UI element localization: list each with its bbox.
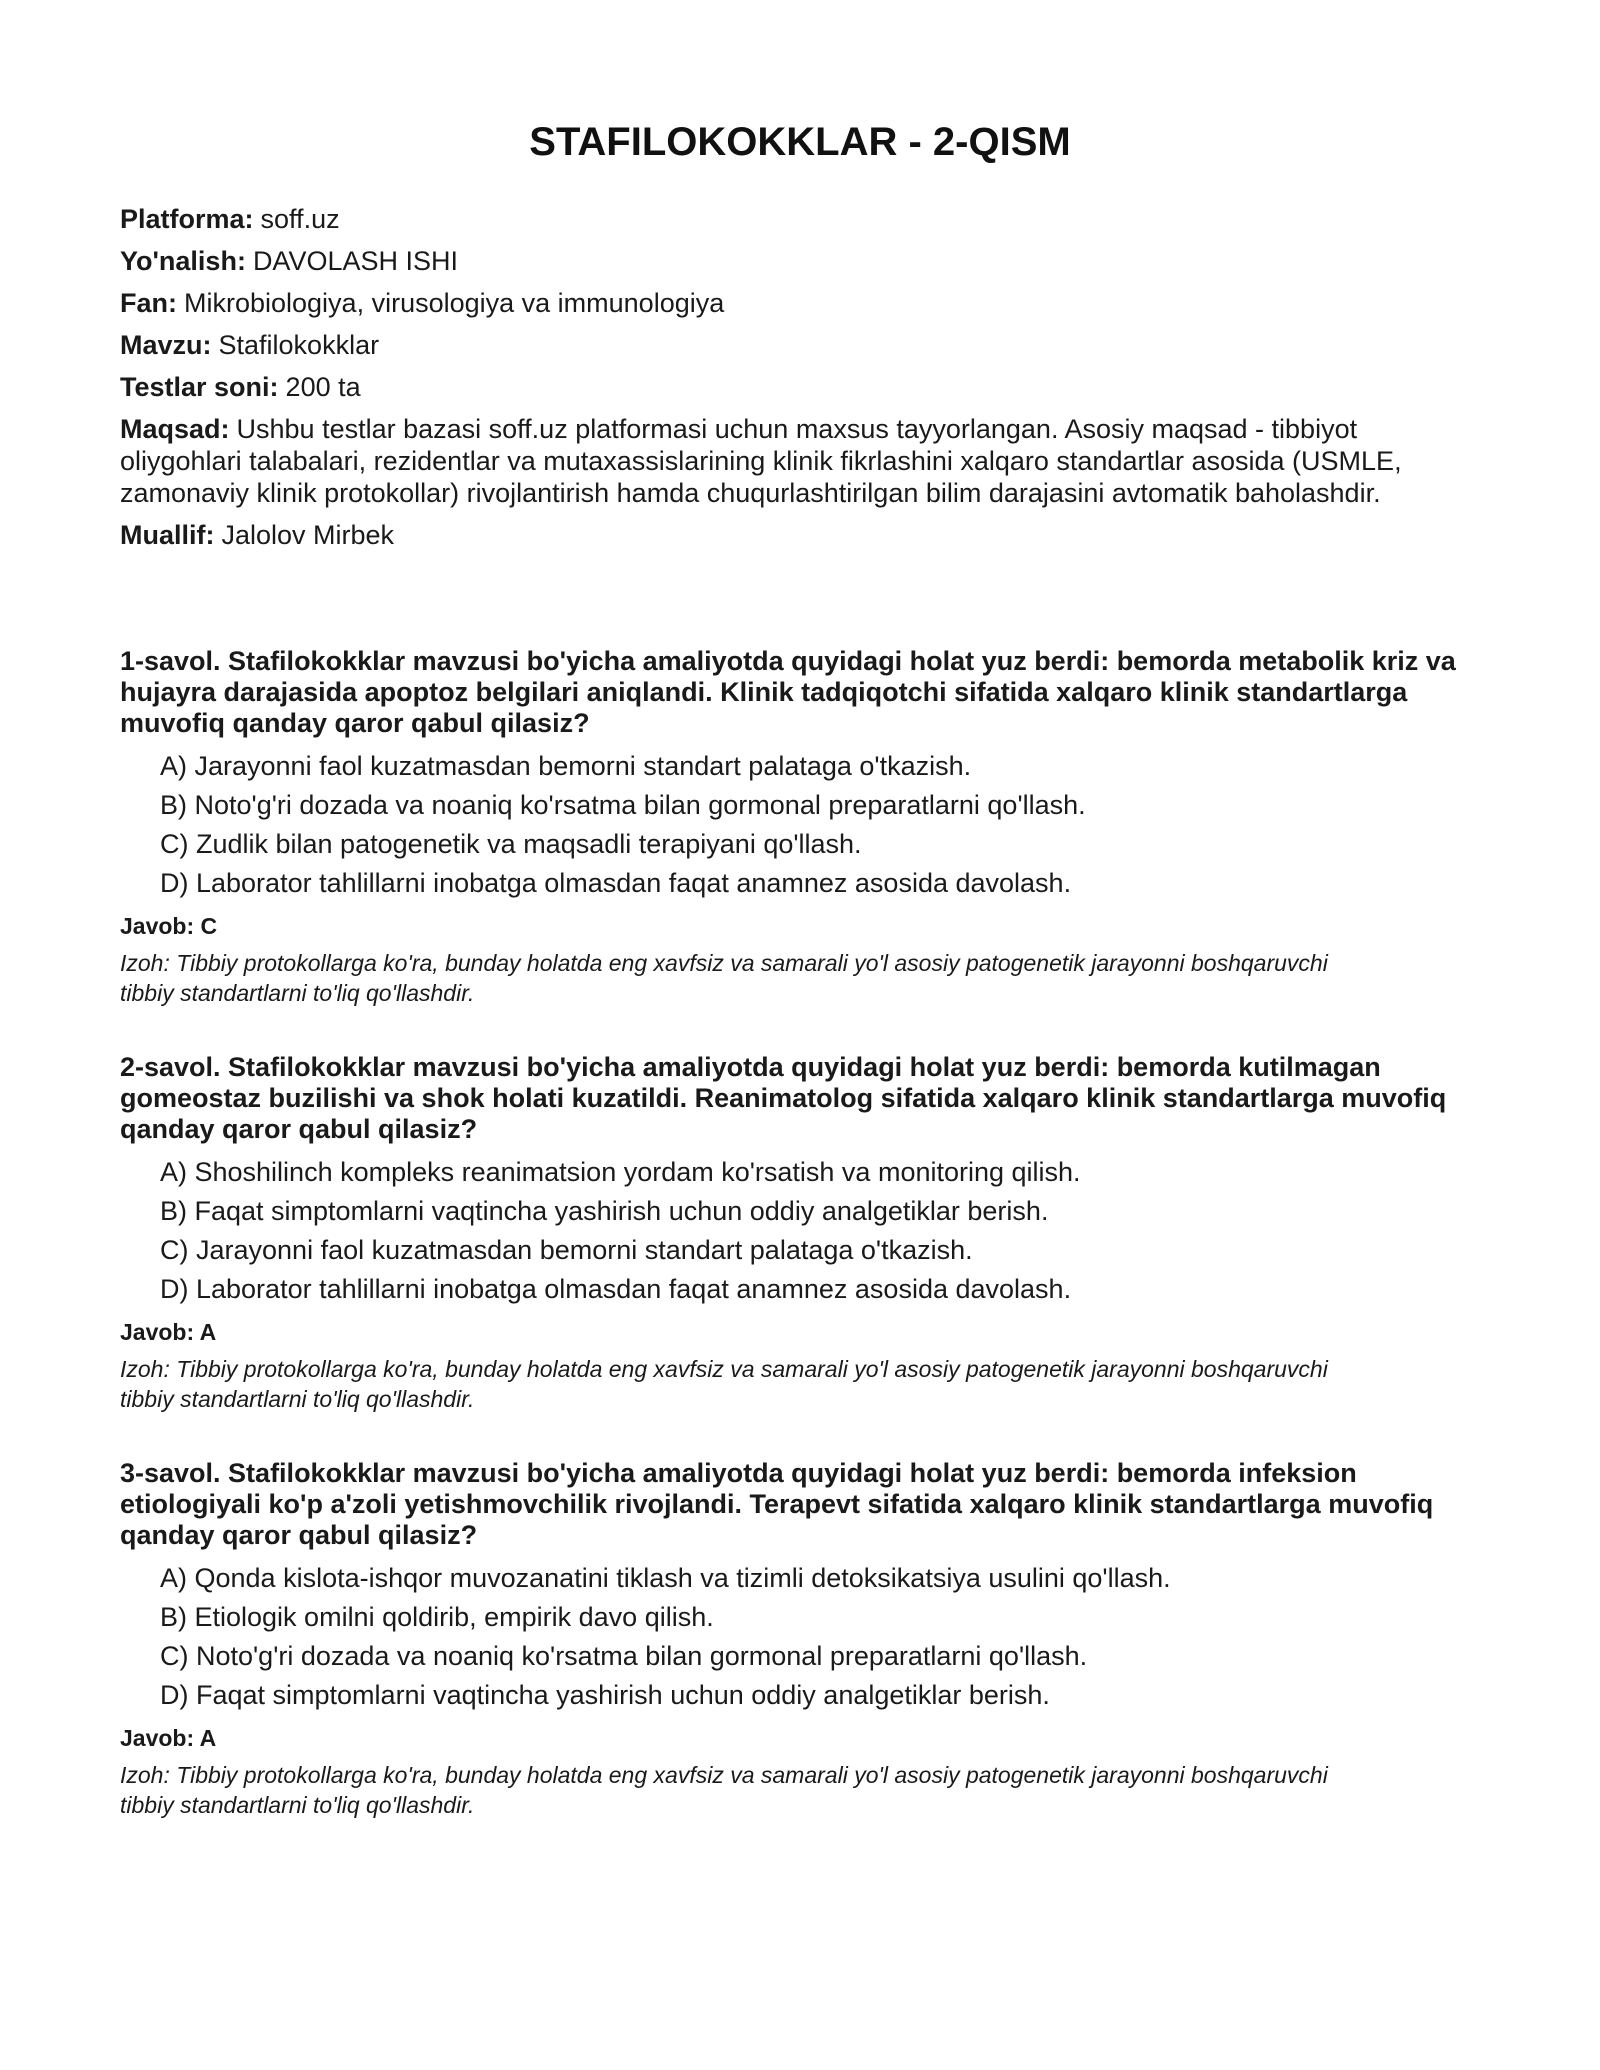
option-a: A) Shoshilinch kompleks reanimatsion yordam ko'rsatish va monitoring qilish. — [160, 1157, 1081, 1187]
document-meta — [120, 203, 1480, 551]
meta-goal-value: Ushbu testlar bazasi soff.uz platformasi uchun maxsus tayyorlangan. Asosiy maqsad - tibbiyot oliygohlari talabalari, rezidentlar va mutaxassislarining klinik fikrlashini xalqaro standartlar asosida (USMLE, zamonaviy klinik protokollar) rivojlantirish hamda chuqurlashtirilgan bilim darajasini avtomatik baholashdir. — [120, 414, 1402, 508]
meta-subject-label: Fan: — [120, 288, 177, 318]
meta-topic — [120, 329, 1480, 361]
meta-platform-value: soff.uz — [260, 204, 340, 234]
option-list — [120, 751, 1480, 899]
meta-platform-label: Platforma: — [120, 204, 254, 234]
meta-goal — [120, 413, 1480, 509]
option-b: B) Noto'g'ri dozada va noaniq ko'rsatma bilan gormonal preparatlarni qo'llash. — [160, 790, 1086, 820]
option-a: A) Jarayonni faol kuzatmasdan bemorni standart palataga o'tkazish. — [160, 751, 972, 781]
question-3 — [120, 1458, 1480, 1820]
answer-label: Javob: C — [120, 913, 218, 939]
question-text: 1-savol. Stafilokokklar mavzusi bo'yicha amaliyotda quyidagi holat yuz berdi: bemorda metabolik kriz va hujayra darajasida apoptoz belgilari aniqlandi. Klinik tadqiqotchi sifatida xalqaro klinik standartlarga muvofiq qanday qaror qabul qilasiz? — [120, 646, 1456, 738]
meta-author-value: Jalolov Mirbek — [221, 520, 395, 550]
question-text: 2-savol. Stafilokokklar mavzusi bo'yicha amaliyotda quyidagi holat yuz berdi: bemorda kutilmagan gomeostaz buzilishi va shok holati kuzatildi. Reanimatolog sifatida xalqaro klinik standartlarga muvofiq qanday qaror qabul qilasiz? — [120, 1052, 1447, 1144]
option-c: C) Noto'g'ri dozada va noaniq ko'rsatma bilan gormonal preparatlarni qo'llash. — [160, 1641, 1088, 1671]
option-d: D) Laborator tahlillarni inobatga olmasdan faqat anamnez asosida davolash. — [160, 868, 1072, 898]
question-1 — [120, 646, 1480, 1008]
meta-platform — [120, 203, 1480, 235]
question-2 — [120, 1052, 1480, 1414]
meta-tests-value: 200 ta — [285, 372, 361, 402]
meta-tests-label: Testlar soni: — [120, 372, 279, 402]
question-text: 3-savol. Stafilokokklar mavzusi bo'yicha amaliyotda quyidagi holat yuz berdi: bemorda infeksion etiologiyali ko'p a'zoli yetishmovchilik rivojlandi. Terapevt sifatida xalqaro klinik standartlarga muvofiq qanday qaror qabul qilasiz? — [120, 1458, 1434, 1550]
meta-goal-label: Maqsad: — [120, 414, 230, 444]
answer-label: Javob: A — [120, 1725, 217, 1751]
option-list — [120, 1157, 1480, 1305]
option-d: D) Laborator tahlillarni inobatga olmasdan faqat anamnez asosida davolash. — [160, 1274, 1072, 1304]
explanation-note: Izoh: Tibbiy protokollarga ko'ra, bunday holatda eng xavfsiz va samarali yo'l asosiy patogenetik jarayonni boshqaruvchi tibbiy standartlarni to'liq qo'llashdir. — [120, 1356, 1328, 1412]
question-list — [120, 646, 1480, 1820]
meta-direction-label: Yo'nalish: — [120, 246, 246, 276]
document-title: STAFILOKOKKLAR - 2-QISM — [529, 120, 1071, 164]
option-c: C) Zudlik bilan patogenetik va maqsadli terapiyani qo'llash. — [160, 829, 862, 859]
option-b: B) Etiologik omilni qoldirib, empirik davo qilish. — [160, 1602, 714, 1632]
option-d: D) Faqat simptomlarni vaqtincha yashirish uchun oddiy analgetiklar berish. — [160, 1680, 1050, 1710]
meta-direction-value: DAVOLASH ISHI — [252, 246, 458, 276]
explanation-note: Izoh: Tibbiy protokollarga ko'ra, bunday holatda eng xavfsiz va samarali yo'l asosiy patogenetik jarayonni boshqaruvchi tibbiy standartlarni to'liq qo'llashdir. — [120, 1762, 1328, 1818]
meta-author-label: Muallif: — [120, 520, 215, 550]
option-b: B) Faqat simptomlarni vaqtincha yashirish uchun oddiy analgetiklar berish. — [160, 1196, 1049, 1226]
answer-label: Javob: A — [120, 1319, 217, 1345]
option-list — [120, 1563, 1480, 1711]
meta-topic-value: Stafilokokklar — [218, 330, 380, 360]
meta-direction — [120, 245, 1480, 277]
meta-tests-count — [120, 371, 1480, 403]
meta-author — [120, 519, 1480, 551]
meta-topic-label: Mavzu: — [120, 330, 212, 360]
option-c: C) Jarayonni faol kuzatmasdan bemorni standart palataga o'tkazish. — [160, 1235, 973, 1265]
meta-subject — [120, 287, 1480, 319]
explanation-note: Izoh: Tibbiy protokollarga ko'ra, bunday holatda eng xavfsiz va samarali yo'l asosiy patogenetik jarayonni boshqaruvchi tibbiy standartlarni to'liq qo'llashdir. — [120, 950, 1328, 1006]
option-a: A) Qonda kislota-ishqor muvozanatini tiklash va tizimli detoksikatsiya usulini qo'llash. — [160, 1563, 1171, 1593]
meta-subject-value: Mikrobiologiya, virusologiya va immunologiya — [184, 288, 725, 318]
